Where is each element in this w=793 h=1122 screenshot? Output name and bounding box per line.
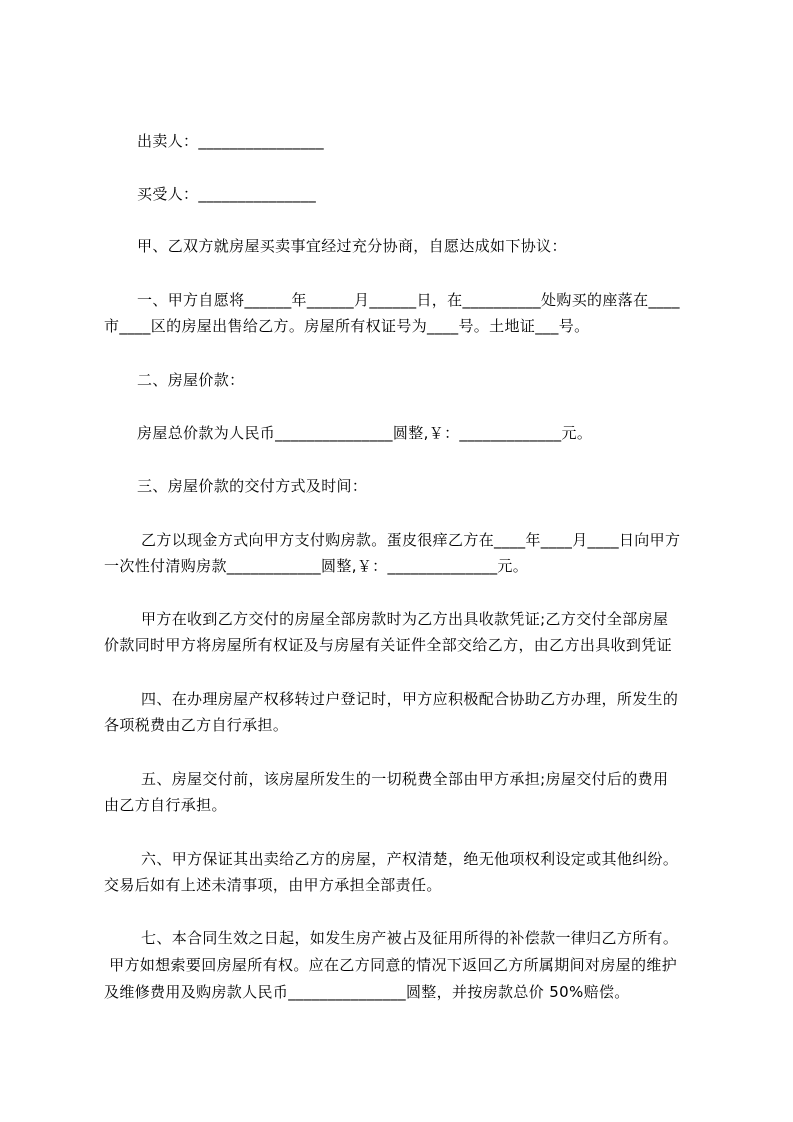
- section-2-body: 房屋总价款为人民币_______________圆整,￥：_____________元。: [137, 424, 593, 442]
- section-6-line-1: 六、甲方保证其出卖给乙方的房屋，产权清楚，绝无他项权利设定或其他纠纷。: [141, 850, 679, 868]
- section-5-line-1: 五、房屋交付前，该房屋所发生的一切税费全部由甲方承担;房屋交付后的费用: [141, 770, 669, 788]
- section-7-line-1: 七、本合同生效之日起，如发生房产被占及征用所得的补偿款一律归乙方所有。: [141, 929, 679, 947]
- intro-paragraph: 甲、乙双方就房屋买卖事宜经过充分协商，自愿达成如下协议：: [137, 237, 567, 255]
- buyer-line: 买受人：_______________: [137, 185, 317, 203]
- section-3-payment-line-1: 乙方以现金方式向甲方支付购房款。蛋皮很痒乙方在____年____月____日向甲方: [141, 531, 681, 549]
- section-2-title: 二、房屋价款：: [137, 371, 245, 389]
- section-7-line-2: 甲方如想索要回房屋所有权。应在乙方同意的情况下返回乙方所属期间对房屋的维护: [104, 956, 678, 974]
- section-4-line-2: 各项税费由乙方自行承担。: [104, 716, 289, 734]
- section-4-line-1: 四、在办理房屋产权移转过户登记时，甲方应积极配合协助乙方办理，所发生的: [141, 690, 679, 708]
- section-1-line-2: 市____区的房屋出售给乙方。房屋所有权证号为____号。土地证___号。: [104, 317, 590, 335]
- section-1-line-1: 一、甲方自愿将______年______月______日，在__________处购买的座落在____: [137, 291, 680, 309]
- section-6-line-2: 交易后如有上述未清事项，由甲方承担全部责任。: [104, 876, 442, 894]
- section-3-receipt-line-1: 甲方在收到乙方交付的房屋全部房款时为乙方出具收款凭证;乙方交付全部房屋: [141, 610, 669, 628]
- section-3-receipt-line-2: 价款同时甲方将房屋所有权证及与房屋有关证件全部交给乙方，由乙方出具收到凭证: [104, 636, 672, 654]
- section-7-line-3: 及维修费用及购房款人民币_______________圆整，并按房款总价 50%赔偿。: [104, 983, 630, 1001]
- section-5-line-2: 由乙方自行承担。: [104, 796, 227, 814]
- section-3-title: 三、房屋价款的交付方式及时间：: [137, 477, 368, 495]
- seller-line: 出卖人：________________: [137, 132, 325, 150]
- section-3-payment-line-2: 一次性付清购房款____________圆整,￥：______________元。: [104, 557, 529, 575]
